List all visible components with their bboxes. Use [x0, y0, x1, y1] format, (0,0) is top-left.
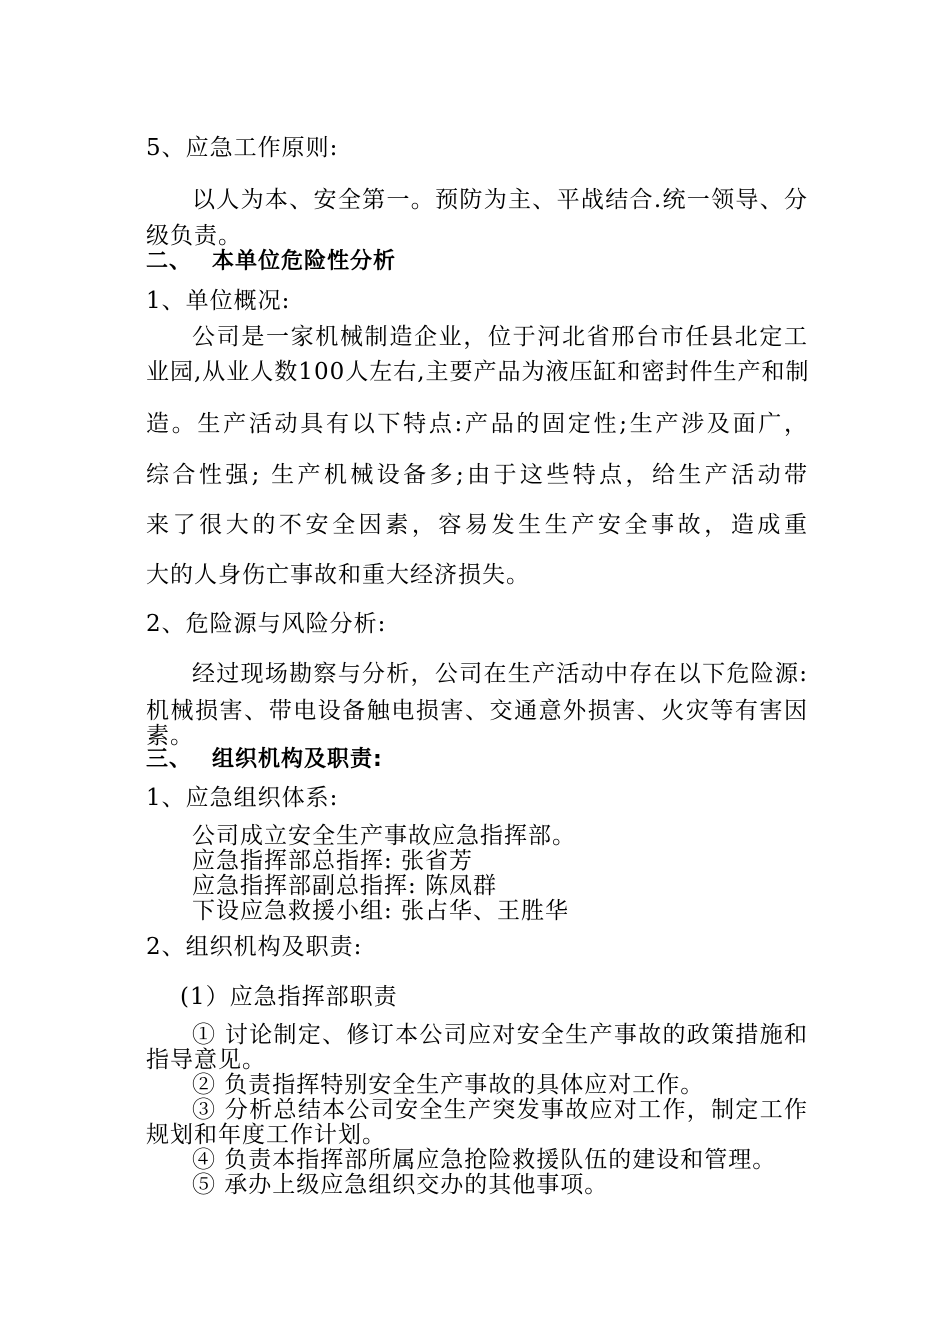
hazard-analysis-line-2: 机械损害、带电设备触电损害、交通意外损害、火灾等有害因	[146, 698, 808, 724]
section-5-paragraph-line-1: 以人为本、安全第一。预防为主、平战结合.统一领导、分	[192, 187, 808, 213]
organization-line-4: 下设应急救援小组: 张占华、王胜华	[192, 898, 570, 924]
company-overview-line-3: 造。生产活动具有以下特点:产品的固定性;生产涉及面广，	[146, 411, 808, 437]
section-3-heading	[146, 746, 808, 774]
company-overview-line-4: 综合性强; 生产机械设备多;由于这些特点，给生产活动带	[146, 462, 808, 488]
section-2-heading	[146, 248, 808, 276]
duty-item-1-line-2: 指导意见。	[146, 1047, 266, 1073]
duty-item-1-line-1: ① 讨论制定、修订本公司应对安全生产事故的政策措施和	[192, 1022, 808, 1048]
section-2-2-heading: 2、危险源与风险分析:	[146, 611, 387, 637]
section-3-number: 三、	[146, 747, 193, 772]
hazard-analysis-line-3: 素。	[146, 723, 194, 749]
section-3-title: 组织机构及职责:	[212, 747, 383, 772]
command-duties-heading: (1）应急指挥部职责	[180, 984, 398, 1010]
section-2-1-heading: 1、单位概况:	[146, 288, 291, 314]
duty-item-3-line-2: 规划和年度工作计划。	[146, 1122, 386, 1148]
section-5-heading: 5、应急工作原则:	[146, 135, 339, 161]
section-5-paragraph-line-2: 级负责。	[146, 223, 242, 249]
company-overview-line-6: 大的人身伤亡事故和重大经济损失。	[146, 562, 530, 588]
organization-line-1: 公司成立安全生产事故应急指挥部。	[192, 823, 576, 849]
company-overview-line-5: 来了很大的不安全因素，容易发生生产安全事故，造成重	[146, 512, 808, 538]
duty-item-4: ④ 负责本指挥部所属应急抢险救援队伍的建设和管理。	[192, 1147, 777, 1173]
section-2-title: 本单位危险性分析	[212, 249, 397, 274]
duty-item-5: ⑤ 承办上级应急组织交办的其他事项。	[192, 1172, 609, 1198]
hazard-analysis-line-1: 经过现场勘察与分析，公司在生产活动中存在以下危险源:	[192, 661, 808, 687]
section-3-1-heading: 1、应急组织体系:	[146, 785, 339, 811]
section-2-number: 二、	[146, 249, 193, 274]
section-3-2-heading: 2、组织机构及职责:	[146, 934, 363, 960]
organization-line-3: 应急指挥部副总指挥: 陈凤群	[192, 873, 498, 899]
company-overview-line-1: 公司是一家机械制造企业，位于河北省邢台市任县北定工	[192, 324, 808, 350]
organization-line-2: 应急指挥部总指挥: 张省芳	[192, 848, 474, 874]
company-overview-line-2: 业园,从业人数100人左右,主要产品为液压缸和密封件生产和制	[146, 359, 810, 385]
duty-item-3-line-1: ③ 分析总结本公司安全生产突发事故应对工作，制定工作	[192, 1097, 808, 1123]
duty-item-2: ② 负责指挥特别安全生产事故的具体应对工作。	[192, 1072, 705, 1098]
